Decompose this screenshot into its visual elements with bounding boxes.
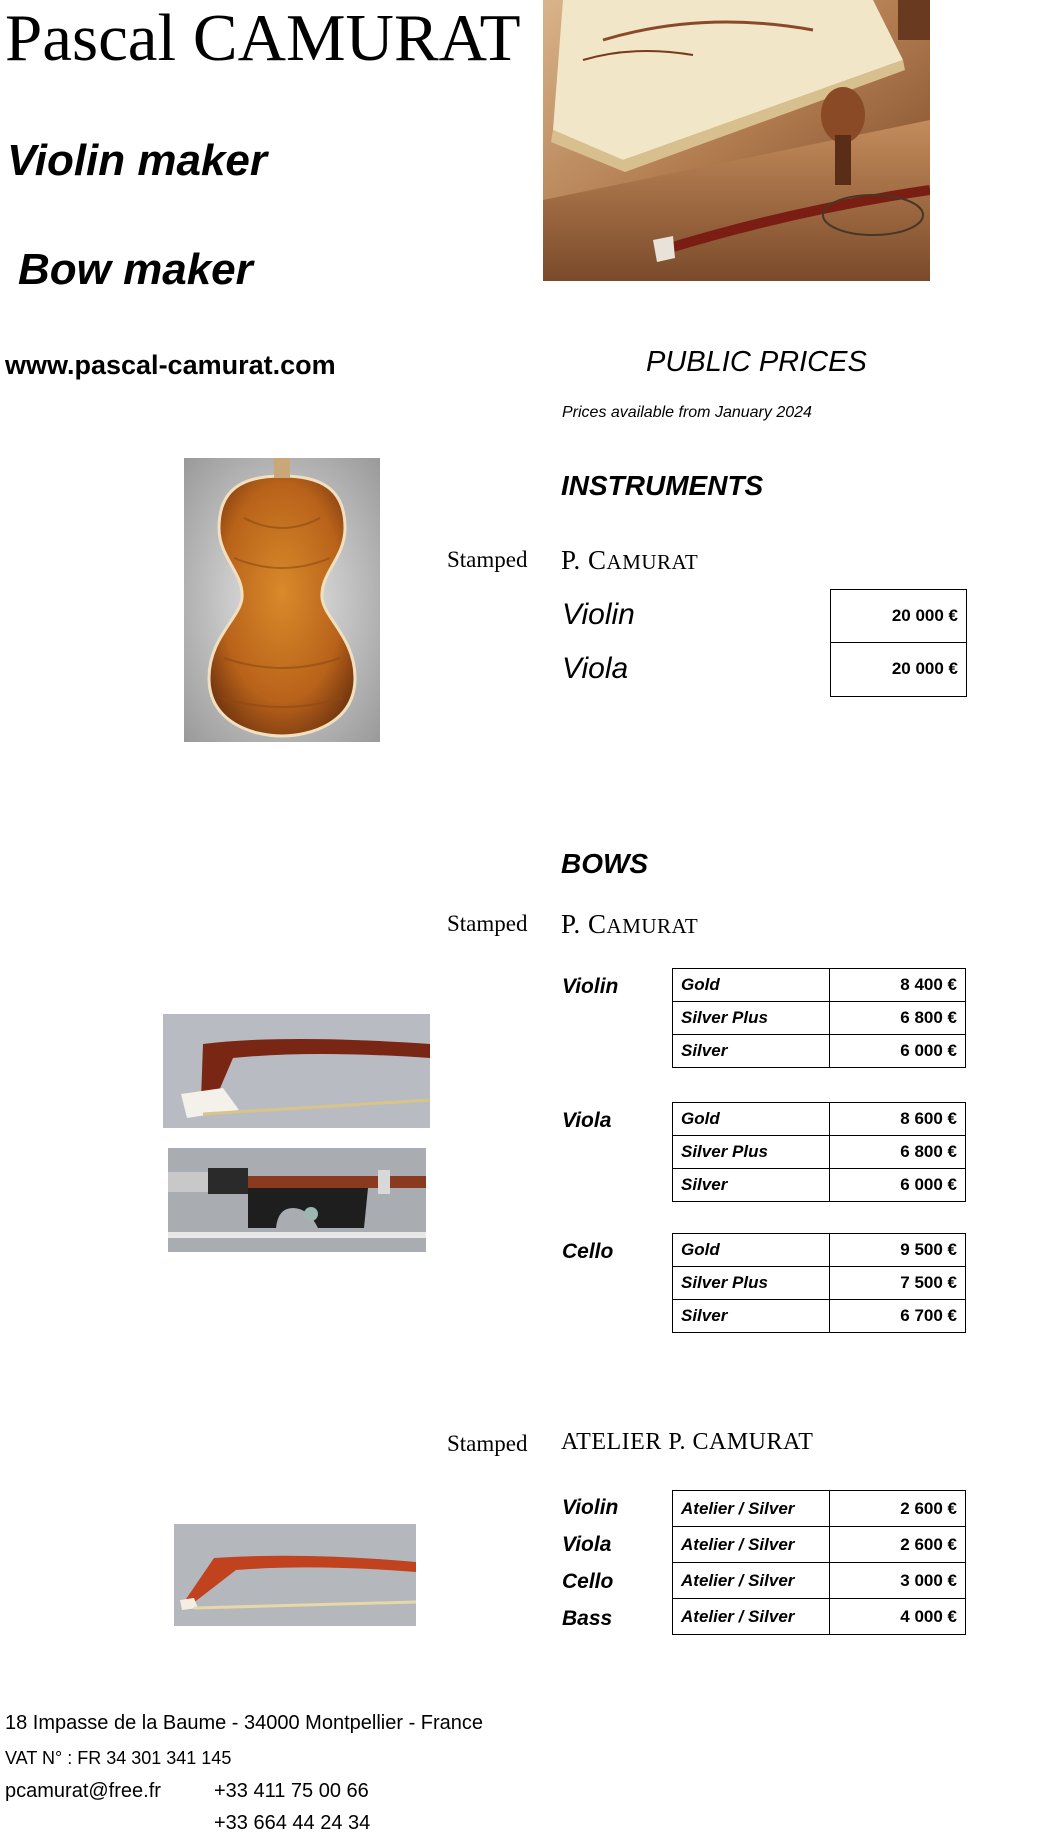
table-row	[673, 1491, 966, 1527]
grade-cell: Silver Plus	[673, 1136, 830, 1169]
price-cell: 6 700 €	[830, 1300, 966, 1333]
grade-cell: Gold	[673, 1234, 830, 1267]
table-row	[673, 1103, 966, 1136]
grade-cell: Silver Plus	[673, 1267, 830, 1300]
bow-viola-price-table	[672, 1102, 966, 1202]
grade-cell: Silver	[673, 1035, 830, 1068]
atelier-viola-label: Viola	[562, 1533, 612, 1556]
atelier-stamped-label: Stamped	[447, 1431, 528, 1456]
instruments-title: INSTRUMENTS	[561, 470, 764, 501]
bows-title: BOWS	[561, 848, 649, 879]
email-link[interactable]: pcamurat@free.fr	[5, 1780, 161, 1802]
vat-number: VAT N° : FR 34 301 341 145	[5, 1748, 232, 1768]
table-row	[673, 1527, 966, 1563]
price-cell: 2 600 €	[830, 1527, 966, 1563]
bow-viola-label: Viola	[562, 1109, 612, 1132]
prices-validity-note: Prices available from January 2024	[562, 404, 812, 421]
price-cell: 8 600 €	[830, 1103, 966, 1136]
violin-photo	[184, 458, 380, 742]
stamp-initial: P. C	[561, 545, 607, 575]
price-cell: 2 600 €	[830, 1491, 966, 1527]
instrument-violin-price: 20 000 €	[830, 589, 967, 643]
grade-cell: Silver	[673, 1169, 830, 1202]
grade-cell: Silver	[673, 1300, 830, 1333]
table-row	[673, 1563, 966, 1599]
bows-stamp-name	[561, 909, 698, 940]
price-cell: 6 000 €	[830, 1169, 966, 1202]
table-row	[673, 969, 966, 1002]
stamp-rest: AMURAT	[606, 914, 699, 938]
instrument-viola-label: Viola	[562, 652, 629, 685]
website-link[interactable]: www.pascal-camurat.com	[5, 350, 336, 380]
table-row	[673, 1300, 966, 1333]
atelier-stamp-name: ATELIER P. CAMURAT	[561, 1429, 814, 1455]
price-cell: 6 800 €	[830, 1136, 966, 1169]
bow-head-photo	[163, 1014, 430, 1128]
bow-cello-price-table	[672, 1233, 966, 1333]
workshop-photo	[543, 0, 930, 281]
bow-violin-label: Violin	[562, 975, 619, 998]
atelier-bow-photo	[174, 1524, 416, 1626]
table-row	[673, 1035, 966, 1068]
grade-cell: Atelier / Silver	[673, 1527, 830, 1563]
grade-cell: Gold	[673, 1103, 830, 1136]
instruments-stamp-name	[561, 545, 698, 576]
bow-violin-price-table	[672, 968, 966, 1068]
table-row	[673, 1599, 966, 1635]
phone-number-1: +33 411 75 00 66	[214, 1780, 369, 1802]
phone-number-2: +33 664 44 24 34	[214, 1812, 371, 1834]
grade-cell: Gold	[673, 969, 830, 1002]
bow-cello-label: Cello	[562, 1240, 614, 1263]
maker-name: Pascal CAMURAT	[5, 1, 521, 75]
grade-cell: Silver Plus	[673, 1002, 830, 1035]
atelier-bass-label: Bass	[562, 1607, 613, 1630]
grade-cell: Atelier / Silver	[673, 1599, 830, 1635]
bow-frog-photo	[168, 1148, 426, 1252]
atelier-violin-label: Violin	[562, 1496, 619, 1519]
price-cell: 8 400 €	[830, 969, 966, 1002]
public-prices-title: PUBLIC PRICES	[646, 346, 867, 378]
instruments-stamped-label: Stamped	[447, 547, 528, 572]
role-bow-maker: Bow maker	[18, 245, 253, 294]
table-row	[673, 1136, 966, 1169]
table-row	[673, 1234, 966, 1267]
price-cell: 4 000 €	[830, 1599, 966, 1635]
grade-cell: Atelier / Silver	[673, 1563, 830, 1599]
atelier-cello-label: Cello	[562, 1570, 614, 1593]
instrument-violin-label: Violin	[562, 598, 635, 631]
grade-cell: Atelier / Silver	[673, 1491, 830, 1527]
price-cell: 7 500 €	[830, 1267, 966, 1300]
price-cell: 6 000 €	[830, 1035, 966, 1068]
table-row	[673, 1002, 966, 1035]
stamp-rest: AMURAT	[606, 550, 699, 574]
atelier-price-table	[672, 1490, 966, 1635]
price-cell: 9 500 €	[830, 1234, 966, 1267]
bows-stamped-label: Stamped	[447, 911, 528, 936]
instrument-viola-price: 20 000 €	[830, 642, 967, 697]
postal-address: 18 Impasse de la Baume - 34000 Montpellier - France	[5, 1712, 484, 1734]
stamp-initial: P. C	[561, 909, 607, 939]
table-row	[673, 1267, 966, 1300]
role-violin-maker: Violin maker	[7, 136, 268, 185]
price-cell: 6 800 €	[830, 1002, 966, 1035]
price-cell: 3 000 €	[830, 1563, 966, 1599]
table-row	[673, 1169, 966, 1202]
